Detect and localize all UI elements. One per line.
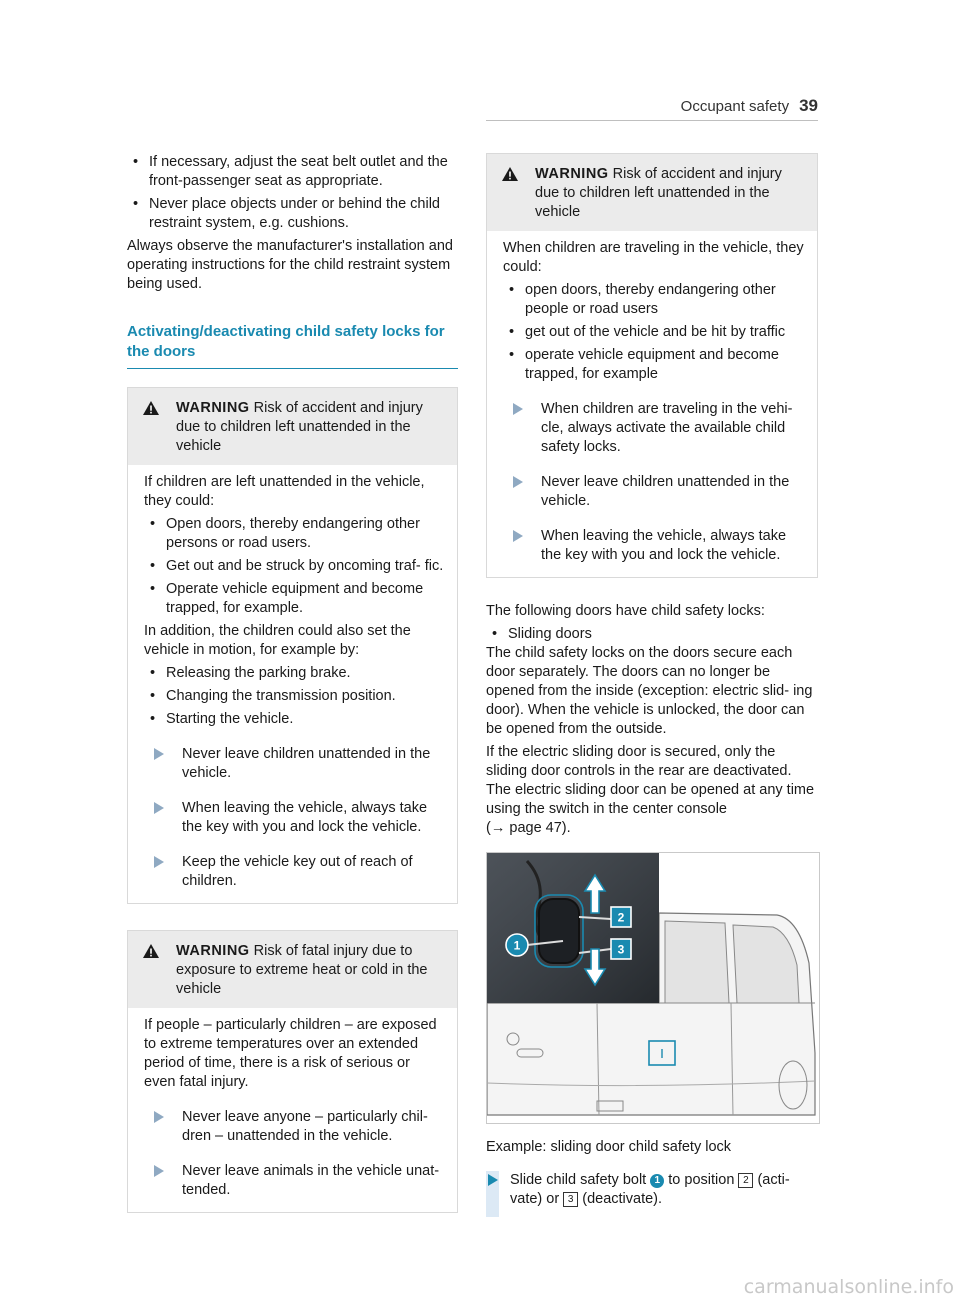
action-text: When children are traveling in the vehi- cle, always activate the available child safety locks.: [541, 401, 793, 455]
left-column: [127, 153, 458, 1213]
section-title: Occupant safety: [680, 98, 790, 115]
list-item: • Releasing the parking brake.: [144, 664, 445, 683]
action-text-mid2: (acti- vate) or: [510, 1172, 790, 1207]
position-badge-2: 2: [738, 1173, 753, 1188]
header-rule: [486, 120, 818, 121]
doors-paragraph-2: [486, 743, 818, 838]
section-heading: Activating/deactivating child safety locks for the doors: [127, 322, 458, 369]
list-item: • Operate vehicle equipment and become trapped, for example.: [144, 580, 445, 618]
list-item: • Changing the transmission position.: [144, 687, 445, 706]
warning-bullets: [503, 281, 805, 384]
page-reference-link[interactable]: page 47).: [509, 820, 571, 836]
position-badge-3: 3: [563, 1192, 578, 1207]
warning-label: WARNING: [176, 400, 250, 416]
list-item: • get out of the vehicle and be hit by traffic: [503, 323, 805, 342]
doors-paragraph-1: The child safety locks on the doors secure each door separately. The doors can no longer be opened from the inside (exception: electric slid- ing door). When the vehicle is unlocked, the door can be opened from the outside.: [486, 645, 813, 737]
warning-intro: If children are left unattended in the vehicle, they could:: [144, 474, 425, 509]
action-text: Never leave children unattended in the vehicle.: [182, 746, 431, 781]
page-ref-arrow: (→: [486, 820, 506, 836]
warning-body: [128, 465, 457, 903]
action-arrow-icon: [513, 530, 523, 542]
action-item: [503, 527, 805, 565]
list-item: • Starting the vehicle.: [144, 710, 445, 729]
action-item: [144, 799, 445, 837]
action-item: [503, 473, 805, 511]
action-arrow-icon: [488, 1174, 498, 1186]
list-item: • Never place objects under or behind the child restraint system, e.g. cushions.: [127, 195, 458, 233]
warning-box-1: [127, 387, 458, 904]
warning-body: [487, 231, 817, 577]
warning-label: WARNING: [535, 166, 609, 182]
watermark: carmanualsonline.info: [743, 1276, 954, 1298]
action-item: [144, 1108, 445, 1146]
warning-triangle-icon: [142, 400, 160, 416]
warning-header: [487, 154, 817, 231]
list-item: • Sliding doors: [486, 625, 818, 644]
action-text: When leaving the vehicle, always take the key with you and lock the vehicle.: [541, 528, 787, 563]
action-arrow-icon: [154, 856, 164, 868]
warning-intro: When children are traveling in the vehicle, they could:: [503, 240, 804, 275]
warning-title: Risk of accident and injury due to children left unattended in the vehicle: [535, 166, 782, 220]
action-item: [144, 853, 445, 891]
warning-body: [128, 1008, 457, 1212]
sliding-door-figure: [486, 852, 820, 1124]
sliding-door-illustration: [487, 853, 819, 1123]
warning-box-2: [127, 930, 458, 1213]
callout-2-label: 2: [617, 910, 625, 925]
action-text: Never leave anyone – particularly chil- dren – unattended in the vehicle.: [182, 1109, 428, 1144]
action-arrow-icon: [154, 1165, 164, 1177]
action-arrow-icon: [154, 802, 164, 814]
warning-label: WARNING: [176, 943, 250, 959]
warning-box-3: [486, 153, 818, 578]
top-bullets: [127, 153, 458, 233]
list-item: • operate vehicle equipment and become trapped, for example: [503, 346, 805, 384]
action-text: When leaving the vehicle, always take the key with you and lock the vehicle.: [182, 800, 428, 835]
action-item: [144, 745, 445, 783]
action-text: Keep the vehicle key out of reach of children.: [182, 854, 413, 889]
callout-badge-1: 1: [650, 1174, 664, 1188]
action-item: [486, 1171, 818, 1209]
action-text-mid: to position: [668, 1172, 735, 1188]
warning-title: Risk of accident and injury due to children left unattended in the vehicle: [176, 400, 423, 454]
list-item: • If necessary, adjust the seat belt outlet and the front-passenger seat as appropriate.: [127, 153, 458, 191]
page-header: [681, 96, 818, 116]
warning-triangle-icon: [501, 166, 519, 182]
action-text-post: (deactivate).: [582, 1191, 663, 1207]
action-arrow-icon: [154, 1111, 164, 1123]
warning-intro-2: In addition, the children could also set the vehicle in motion, for example by:: [144, 623, 411, 658]
doors-intro: The following doors have child safety locks:: [486, 603, 765, 619]
figure-caption: Example: sliding door child safety lock: [486, 1139, 732, 1155]
callout-3-label: 3: [617, 942, 625, 957]
warning-header: [128, 388, 457, 465]
doors-bullets: [486, 625, 818, 644]
warning-header: [128, 931, 457, 1008]
install-paragraph: Always observe the manufacturer's installation and operating instructions for the child restraint system being used.: [127, 238, 453, 292]
action-arrow-icon: [154, 748, 164, 760]
page-number: 39: [799, 96, 818, 115]
action-text: Never leave children unattended in the vehicle.: [541, 474, 790, 509]
callout-1-label: 1: [513, 938, 521, 953]
warning-text: If people – particularly children – are exposed to extreme temperatures over an extended period of time, there is a risk of serious or even fatal injury.: [144, 1017, 437, 1090]
list-item: • Get out and be struck by oncoming traf- fic.: [144, 557, 445, 576]
doors-text: If the electric sliding door is secured, only the sliding door controls in the rear are deactivated. The electric sliding door can be opened at any time using the switch in the center console: [486, 744, 815, 817]
action-arrow-icon: [513, 403, 523, 415]
warning-title: Risk of fatal injury due to exposure to extreme heat or cold in the vehicle: [176, 943, 428, 997]
action-arrow-icon: [513, 476, 523, 488]
action-item: [503, 400, 805, 457]
list-item: • open doors, thereby endangering other people or road users: [503, 281, 805, 319]
warning-bullets-2: [144, 664, 445, 729]
list-item: • Open doors, thereby endangering other persons or road users.: [144, 515, 445, 553]
action-text: Never leave animals in the vehicle unat- tended.: [182, 1163, 440, 1198]
warning-triangle-icon: [142, 943, 160, 959]
right-column: [486, 153, 818, 1209]
action-text-pre: Slide child safety bolt: [510, 1172, 647, 1188]
action-item: [144, 1162, 445, 1200]
warning-bullets: [144, 515, 445, 618]
